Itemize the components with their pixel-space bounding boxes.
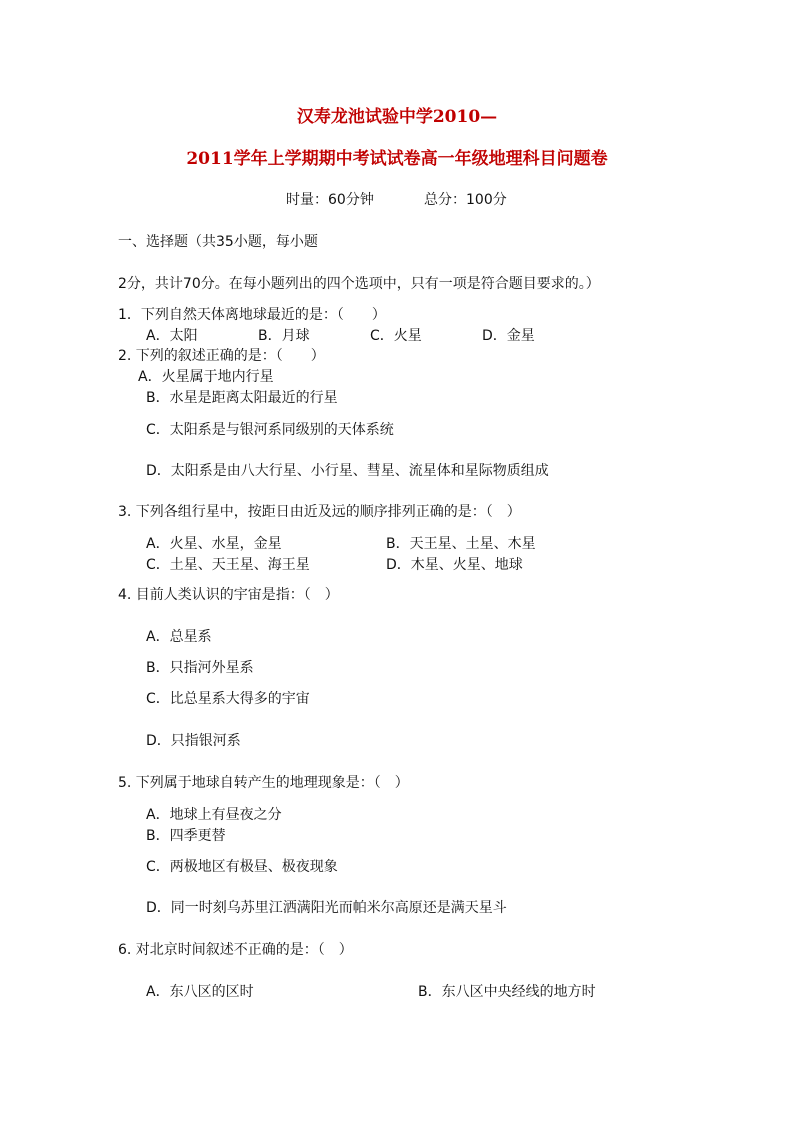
question-2-option-d: D．太阳系是由八大行星、小行星、彗星、流星体和星际物质组成 — [146, 463, 549, 479]
question-4-option-d: D．只指银河系 — [146, 733, 241, 749]
question-5-option-b: B．四季更替 — [146, 828, 226, 844]
exam-total-score: 总分：100分 — [424, 192, 507, 208]
question-3-option-b: B．天王星、土星、木星 — [386, 536, 536, 552]
question-5-option-d: D．同一时刻乌苏里江洒满阳光而帕米尔高原还是满天星斗 — [146, 900, 507, 916]
question-3-option-d: D．木星、火星、地球 — [386, 557, 523, 573]
question-4-stem: 4. 目前人类认识的宇宙是指：（ ） — [118, 587, 339, 603]
exam-title-line-1: 汉寿龙池试验中学2010— — [296, 107, 498, 127]
question-1-option-d: D．金星 — [482, 328, 535, 344]
question-2-option-b: B．水星是距离太阳最近的行星 — [146, 390, 338, 406]
question-4-option-b: B．只指河外星系 — [146, 660, 254, 676]
question-1-stem: 1．下列自然天体离地球最近的是：（ ） — [118, 307, 386, 323]
question-2-option-a: A．火星属于地内行星 — [138, 369, 274, 385]
exam-title-line-2: 2011学年上学期期中考试试卷高一年级地理科目问题卷 — [186, 149, 608, 169]
question-6-option-b: B．东八区中央经线的地方时 — [418, 984, 596, 1000]
question-4-option-c: C．比总星系大得多的宇宙 — [146, 691, 310, 707]
question-5-option-c: C．两极地区有极昼、极夜现象 — [146, 859, 338, 875]
question-1-option-b: B．月球 — [258, 328, 310, 344]
exam-time: 时量：60分钟 — [286, 192, 374, 208]
question-1-option-c: C．火星 — [370, 328, 422, 344]
question-3-stem: 3. 下列各组行星中，按距日由近及远的顺序排列正确的是：（ ） — [118, 504, 521, 520]
question-3-option-c: C．土星、天王星、海王星 — [146, 557, 310, 573]
question-4-option-a: A．总星系 — [146, 629, 212, 645]
question-6-stem: 6. 对北京时间叙述不正确的是：（ ） — [118, 942, 353, 958]
question-6-option-a: A．东八区的区时 — [146, 984, 254, 1000]
question-2-stem: 2. 下列的叙述正确的是：（ ） — [118, 348, 325, 364]
question-1-option-a: A．太阳 — [146, 328, 198, 344]
question-2-option-c: C．太阳系是与银河系同级别的天体系统 — [146, 422, 394, 438]
question-5-option-a: A．地球上有昼夜之分 — [146, 807, 282, 823]
question-3-option-a: A．火星、水星，金星 — [146, 536, 282, 552]
question-5-stem: 5. 下列属于地球自转产生的地理现象是：（ ） — [118, 775, 409, 791]
section-heading-continued: 2分，共计70分。在每小题列出的四个选项中，只有一项是符合题目要求的。） — [118, 276, 600, 292]
section-heading: 一、选择题（共35小题，每小题 — [118, 234, 318, 250]
